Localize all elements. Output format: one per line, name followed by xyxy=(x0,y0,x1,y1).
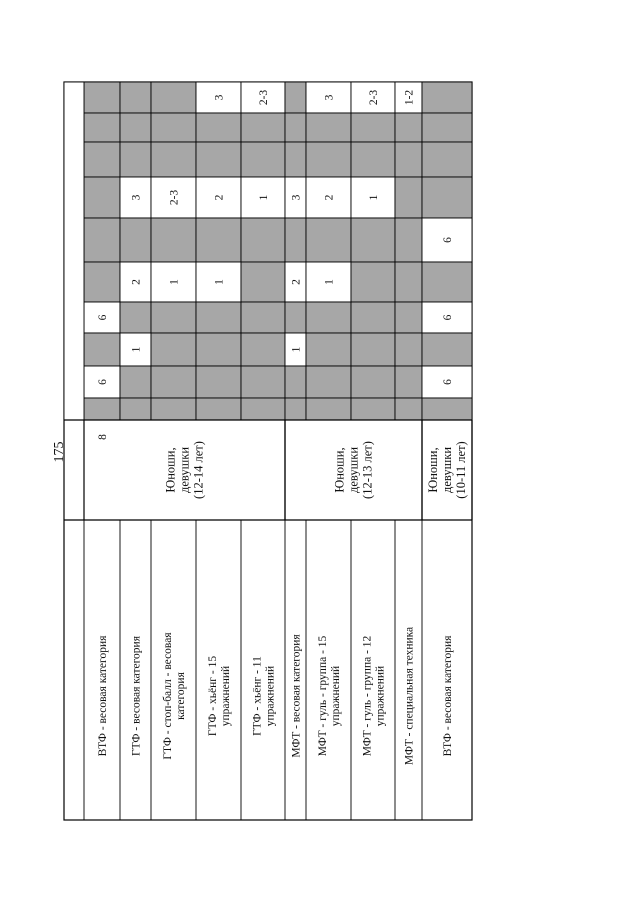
table-cell xyxy=(120,218,151,262)
discipline-label: ВТФ - весовая категория xyxy=(442,635,454,757)
discipline-label: ГТФ - весовая категория xyxy=(130,636,143,756)
table-cell xyxy=(151,333,196,366)
age-group-label: Юноши, xyxy=(163,447,178,493)
table-cell xyxy=(422,142,472,177)
table-value: 2-3 xyxy=(368,89,380,106)
table-value: 2-3 xyxy=(168,189,181,206)
table-cell xyxy=(422,177,472,218)
table-cell xyxy=(241,218,285,262)
table-value: 6 xyxy=(442,314,454,321)
table-cell xyxy=(306,218,351,262)
discipline-label: ГТФ - хьёнг - 15 xyxy=(207,655,219,737)
table-cell xyxy=(351,398,395,420)
table-value: 3 xyxy=(213,94,226,101)
table-value: 1 xyxy=(258,194,270,201)
table-cell xyxy=(241,333,285,366)
table-value: 2 xyxy=(213,194,226,201)
age-group-label: девушки xyxy=(177,446,192,494)
table-cell xyxy=(351,262,395,302)
table-value: 1 xyxy=(130,346,143,353)
discipline-label: МФТ - специальная техника xyxy=(403,626,416,766)
table-cell xyxy=(120,82,151,113)
table-cell xyxy=(306,142,351,177)
table-cell xyxy=(120,113,151,142)
table-cell xyxy=(241,142,285,177)
table-cell xyxy=(422,82,472,113)
table-cell xyxy=(395,333,422,366)
discipline-label: МФТ - гуль - группа - 15 xyxy=(317,635,329,757)
table-cell xyxy=(151,142,196,177)
table-cell xyxy=(196,113,241,142)
table-value: 1 xyxy=(168,279,181,285)
age-group-label: Юноши, xyxy=(332,447,347,493)
discipline-label: упражнений xyxy=(374,665,387,727)
discipline-label: МФТ - гуль - группа - 12 xyxy=(361,635,374,757)
table-value: 2 xyxy=(323,194,336,201)
table-cell xyxy=(422,262,472,302)
table-cell xyxy=(395,366,422,398)
table-value: 2 xyxy=(290,279,303,285)
table-cell xyxy=(151,218,196,262)
table-cell xyxy=(84,142,120,177)
table-cell xyxy=(241,113,285,142)
table-cell xyxy=(351,218,395,262)
table-value: 2-3 xyxy=(258,89,270,106)
discipline-label: ГТФ - стоп-балл - весовая xyxy=(162,632,174,760)
table-cell xyxy=(422,333,472,366)
table-value: 1-2 xyxy=(403,89,416,106)
table-value: 6 xyxy=(97,379,109,385)
discipline-label: упражнений xyxy=(264,665,277,727)
table-cell xyxy=(196,366,241,398)
table-cell xyxy=(351,142,395,177)
table-cell xyxy=(306,113,351,142)
table-cell xyxy=(306,302,351,333)
table-value: 1 xyxy=(213,279,226,285)
table-cell xyxy=(306,366,351,398)
table-cell xyxy=(306,333,351,366)
table-cell xyxy=(151,82,196,113)
table-cell xyxy=(151,113,196,142)
table-cell xyxy=(351,333,395,366)
blank-column xyxy=(64,82,84,420)
table-cell xyxy=(395,302,422,333)
age-group-label: (10-11 лет) xyxy=(454,441,468,499)
discipline-label: ГТФ - хьёнг - 11 xyxy=(251,656,264,736)
table-cell xyxy=(84,177,120,218)
table-cell xyxy=(84,333,120,366)
table-cell xyxy=(395,177,422,218)
table-cell xyxy=(395,218,422,262)
table-cell xyxy=(395,142,422,177)
table-cell xyxy=(196,218,241,262)
table-cell xyxy=(196,142,241,177)
table-cell xyxy=(285,218,306,262)
table-cell xyxy=(285,82,306,113)
table-value: 3 xyxy=(130,194,143,201)
table-cell xyxy=(196,333,241,366)
table-cell xyxy=(285,398,306,420)
table-cell xyxy=(241,366,285,398)
table-cell xyxy=(151,366,196,398)
age-group-label: (12-14 лет) xyxy=(191,441,206,499)
age-group-label: (12-13 лет) xyxy=(360,441,375,499)
table-cell xyxy=(285,302,306,333)
table-cell xyxy=(241,262,285,302)
table-cell xyxy=(84,218,120,262)
table-cell xyxy=(422,398,472,420)
table-value: 6 xyxy=(97,314,109,321)
table-cell xyxy=(395,113,422,142)
discipline-label: упражнений xyxy=(220,665,232,727)
table-cell xyxy=(395,398,422,420)
table-cell xyxy=(151,302,196,333)
table-cell xyxy=(120,302,151,333)
table-value: 1 xyxy=(368,194,380,201)
table-value: 6 xyxy=(442,379,454,385)
table-cell xyxy=(351,302,395,333)
discipline-label: упражнений xyxy=(330,665,342,727)
table-cell xyxy=(120,142,151,177)
table-cell xyxy=(422,113,472,142)
table-cell xyxy=(285,142,306,177)
age-group-label: девушки xyxy=(346,446,361,494)
table-cell xyxy=(120,398,151,420)
table-value: 8 xyxy=(97,434,109,440)
age-group-label: девушки xyxy=(440,446,454,494)
table-cell xyxy=(306,398,351,420)
age-group-label: Юноши, xyxy=(426,447,440,493)
table-value: 3 xyxy=(290,194,303,201)
table-cell xyxy=(84,113,120,142)
table-cell xyxy=(241,302,285,333)
table-value: 3 xyxy=(323,94,336,101)
table-cell xyxy=(120,366,151,398)
table-cell xyxy=(351,113,395,142)
table-cell xyxy=(151,398,196,420)
discipline-label: ВТФ - весовая категория xyxy=(97,635,109,757)
table-cell xyxy=(395,262,422,302)
table-cell xyxy=(84,82,120,113)
discipline-label: категория xyxy=(175,672,187,720)
table-value: 6 xyxy=(442,237,454,243)
discipline-label: МФТ - весовая категория xyxy=(290,634,303,758)
table-cell xyxy=(285,113,306,142)
table-cell xyxy=(351,366,395,398)
table-value: 1 xyxy=(323,279,336,285)
table-cell xyxy=(84,262,120,302)
table-cell xyxy=(285,366,306,398)
page-number: 175 xyxy=(52,441,67,463)
table-cell xyxy=(196,398,241,420)
table-cell xyxy=(241,398,285,420)
table-value: 2 xyxy=(130,279,143,285)
table-cell xyxy=(196,302,241,333)
table-cell xyxy=(84,398,120,420)
table-value: 1 xyxy=(290,346,303,353)
